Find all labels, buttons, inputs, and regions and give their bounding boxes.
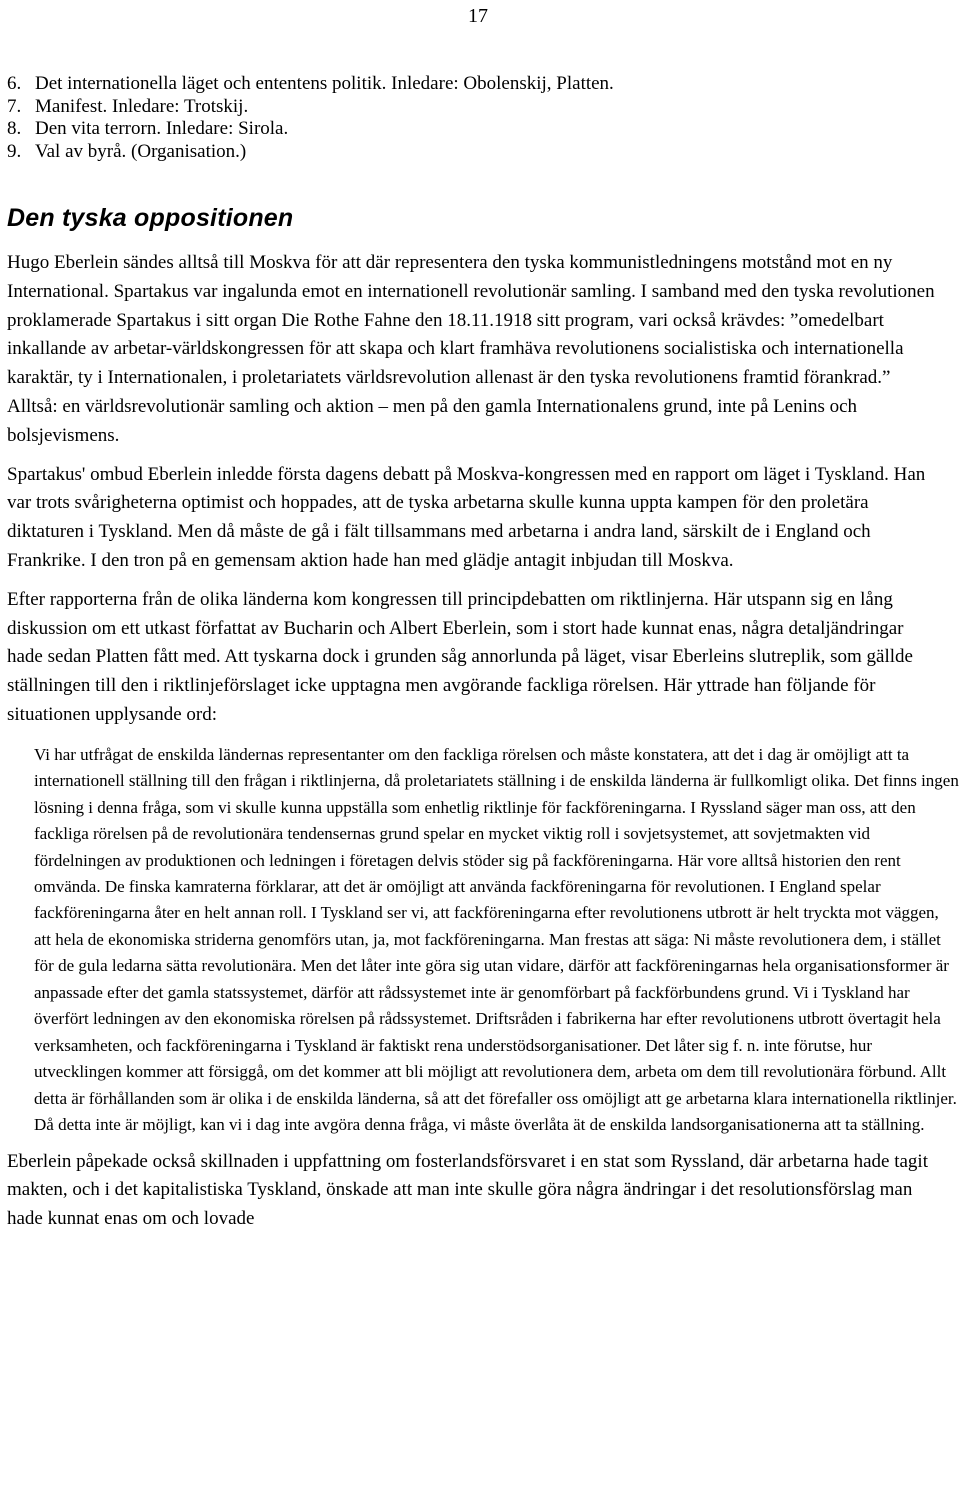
agenda-item-text: Den vita terrorn. Inledare: Sirola.	[35, 118, 289, 140]
paragraph: Spartakus' ombud Eberlein inledde första dagens debatt på Moskva-kongressen med en rapport om läget i Tyskland. Han var trots svårigheterna optimist och hoppades, att de tyska arbetarna skulle kunna uppta kampen för den proletära diktaturen i Tyskland. Men då måste de gå i fält tillsammans med arbetarna i andra land, särskilt de i England och Frankrike. I den tron på en gemensam aktion hade han med glädje antagit inbjudan till Moskva.	[7, 463, 926, 571]
agenda-item-text: Val av byrå. (Organisation.)	[35, 140, 247, 162]
body-text	[7, 249, 959, 1244]
agenda-item	[7, 73, 614, 96]
agenda-item-number: 8.	[7, 118, 22, 140]
agenda-item-number: 7.	[7, 95, 22, 117]
agenda-item-text: Det internationella läget och ententens politik. Inledare: Obolenskij, Platten.	[35, 73, 614, 94]
agenda-list	[7, 73, 614, 163]
paragraph: Efter rapporterna från de olika länderna kom kongressen till principdebatten om riktlinjerna. Här utspann sig en lång diskussion om ett utkast författat av Bucharin och Albert Eberlein, som i stort hade kunnat enas, några detaljändringar hade sedan Platten fått med. Att tyskarna dock i grunden såg annorlunda på läget, visar Eberleins slutreplik, som gällde ställningen till den i riktlinjeförslaget icke upptagna men avgörande fackliga rörelsen. Här yttrade han följande för situationen upplysande ord:	[7, 588, 913, 725]
paragraph: Eberlein påpekade också skillnaden i uppfattning om fosterlandsförsvaret i en stat som Ryssland, där arbetarna hade tagit makten, och i det kapitalistiska Tyskland, önskade att man inte skulle göra några ändringar i det resolutionsförslag man hade kunnat enas om och lovade	[7, 1150, 928, 1230]
agenda-item	[7, 141, 614, 164]
section-heading: Den tyska oppositionen	[7, 204, 294, 232]
block-quote: Vi har utfrågat de enskilda ländernas representanter om den fackliga rörelsen och måste konstatera, att det i dag är omöjligt att ta internationell ställning till den frågan i riktlinjerna, då proletariatets ställning i de enskilda länderna är fullkomligt olika. Det finns ingen lösning i denna fråga, som vi skulle kunna uppställa som enhetlig riktlinje för fackföreningarna. I Ryssland säger man oss, att den fackliga rörelsen på de revolutionära tendensernas grund spelar en mycket viktig roll i sovjetsystemet, att sovjetmakten vid fördelningen av produktionen och ledningen i företagen delvis stöder sig på fackföreningarna. Här vore alltså historien den rent omvända. De finska kamraterna förklarar, att det är omöjligt att använda fackföreningarna för revolutionen. I England spelar fackföreningarna åter en helt annan roll. I Tyskland ser vi, att fackföreningarna efter revolutionens utbrott är helt tryckta mot väggen, att hela de ekonomiska striderna genomförs utan, ja, mot fackföreningarna. Man frestas att säga: Ni måste revolutionera dem, i stället för de gula ledarna sätta revolutionära. Men det låter inte göra sig utan vidare, därför att fackföreningarnas hela organisationsformer är anpassade efter det gamla statssystemet, därför att rådssystemet inte är genomförbart på fackförbundens grund. Vi i Tyskland har överfört ledningen av den ekonomiska rörelsen på rådssystemet. Driftsråden i fabrikerna har efter revolutionens utbrott övertagit hela verksamheten, och fackföreningarna i Tyskland är faktiskt rena understödsorganisationer. Det låter sig f. n. inte förutse, hur utvecklingen kommer att försiggå, om det kommer att bli möjligt att revolutionera dem, arbeta om dem till revolutionära förbund. Allt detta är förhållanden som är olika i de enskilda länderna, så att det förefaller oss omöjligt att ge arbetarna klara internationella riktlinjer. Då detta inte är möjligt, kan vi i dag inte avgöra denna fråga, vi måste överlåta ät de enskilda landsorganisationerna att ta ställning.	[34, 744, 959, 1135]
page-number: 17	[468, 5, 488, 27]
agenda-item	[7, 96, 614, 119]
agenda-item-text: Manifest. Inledare: Trotskij.	[35, 95, 249, 117]
agenda-item-number: 9.	[7, 140, 22, 162]
agenda-item	[7, 118, 614, 141]
paragraph: Hugo Eberlein sändes alltså till Moskva för att där representera den tyska kommunistledningens motstånd mot en ny International. Spartakus var ingalunda emot en internationell revolutionär samling. I samband med den tyska revolutionen proklamerade Spartakus i sitt organ Die Rothe Fahne den 18.11.1918 sitt program, vari också krävdes: ”omedelbart inkallande av arbetar-världskongressen för att skapa och klart framhäva revolutionens socialistiska och internationella karaktär, ty i Internationalen, i proletariatets världsrevolution allenast är den tyska revolutionens framtid förankrad.” Alltså: en världsrevolutionär samling och aktion – men på den gamla Internationalens grund, inte på Lenins och bolsjevismens.	[7, 252, 935, 446]
agenda-item-number: 6.	[7, 73, 22, 94]
